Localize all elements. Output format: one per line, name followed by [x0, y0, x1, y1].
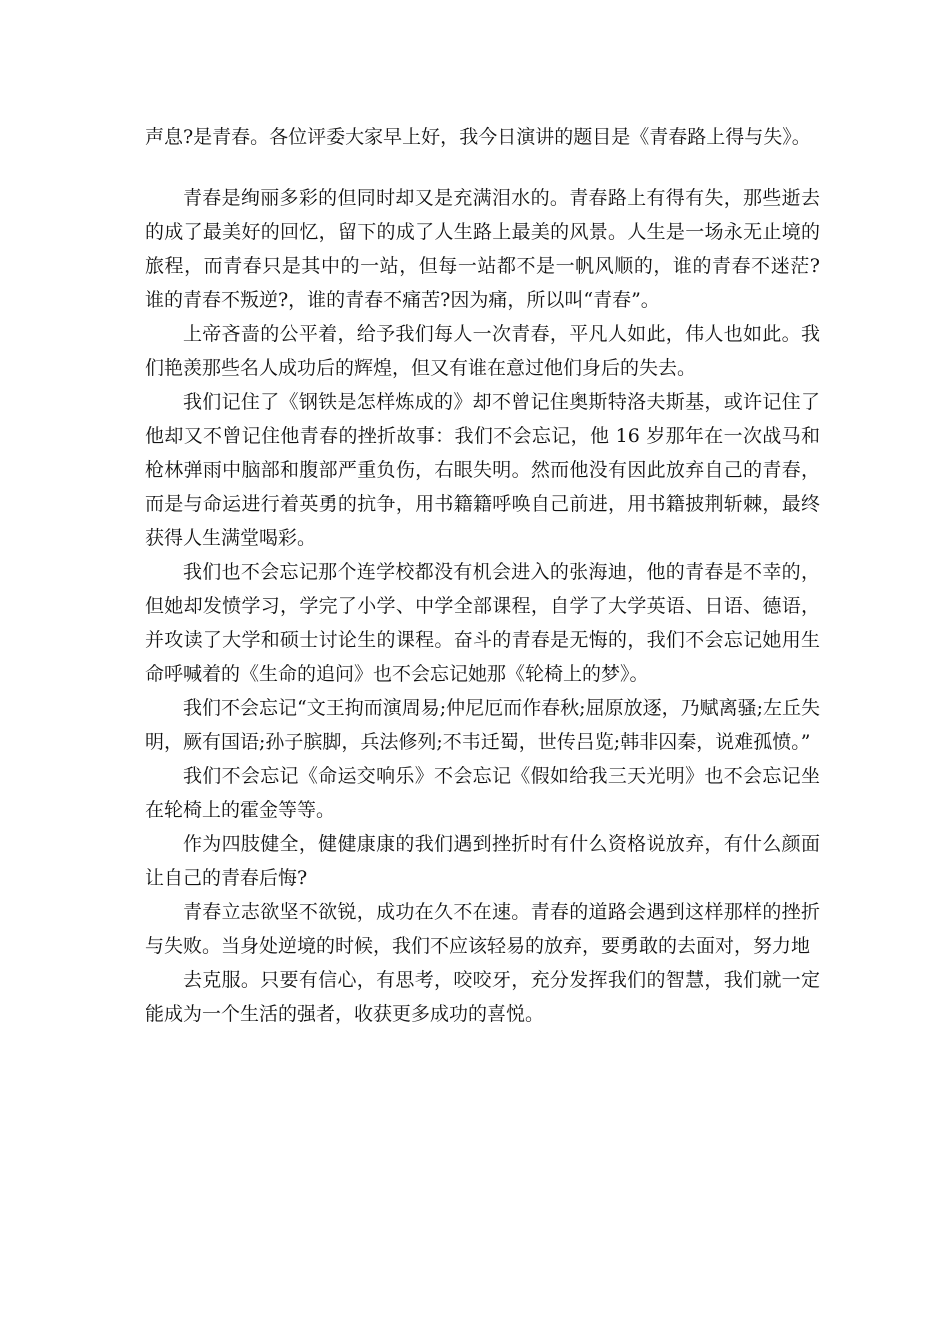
paragraph: 作为四肢健全，健健康康的我们遇到挫折时有什么资格说放弃，有什么颜面让自己的青春后悔?: [145, 833, 820, 889]
paragraph: 去克服。只要有信心，有思考，咬咬牙，充分发挥我们的智慧，我们就一定能成为一个生活的强者，收获更多成功的喜悦。: [145, 969, 820, 1025]
paragraph: 我们不会忘记“文王拘而演周易;仲尼厄而作春秋;屈原放逐，乃赋离骚;左丘失明，厥有国语;孙子膑脚，兵法修列;不韦迁蜀，世传吕览;韩非囚秦，说难孤愤。”: [145, 697, 820, 753]
paragraph: 青春是绚丽多彩的但同时却又是充满泪水的。青春路上有得有失，那些逝去的成了最美好的回忆，留下的成了人生路上最美的风景。人生是一场永无止境的旅程，而青春只是其中的一站，但每一站都不是一帆风顺的，谁的青春不迷茫?谁的青春不叛逆?，谁的青春不痛苦?因为痛，所以叫“青春”。: [145, 187, 820, 311]
paragraph: 我们记住了《钢铁是怎样炼成的》却不曾记住奥斯特洛夫斯基，或许记住了他却又不曾记住他青春的挫折故事：我们不会忘记，他 16 岁那年在一次战马和枪林弹雨中脑部和腹部严重负伤，右眼失明。然而他没有因此放弃自己的青春，而是与命运进行着英勇的抗争，用书籍籍呼唤自己前进，用书籍披荆斩棘，最终获得人生满堂喝彩。: [145, 391, 820, 549]
document-body: [145, 120, 820, 1031]
paragraph: 上帝吝啬的公平着，给予我们每人一次青春，平凡人如此，伟人也如此。我们艳羡那些名人成功后的辉煌，但又有谁在意过他们身后的失去。: [145, 323, 820, 379]
paragraph: 青春立志欲坚不欲锐，成功在久不在速。青春的道路会遇到这样那样的挫折与失败。当身处逆境的时候，我们不应该轻易的放弃，要勇敢的去面对，努力地: [145, 901, 820, 957]
paragraph: 我们不会忘记《命运交响乐》不会忘记《假如给我三天光明》也不会忘记坐在轮椅上的霍金等等。: [145, 765, 820, 821]
paragraph-intro: 声息?是青春。各位评委大家早上好，我今日演讲的题目是《青春路上得与失》。: [145, 126, 811, 148]
paragraph: 我们也不会忘记那个连学校都没有机会进入的张海迪，他的青春是不幸的，但她却发愤学习，学完了小学、中学全部课程，自学了大学英语、日语、德语，并攻读了大学和硕士讨论生的课程。奋斗的青春是无悔的，我们不会忘记她用生命呼喊着的《生命的追问》也不会忘记她那《轮椅上的梦》。: [145, 561, 820, 685]
